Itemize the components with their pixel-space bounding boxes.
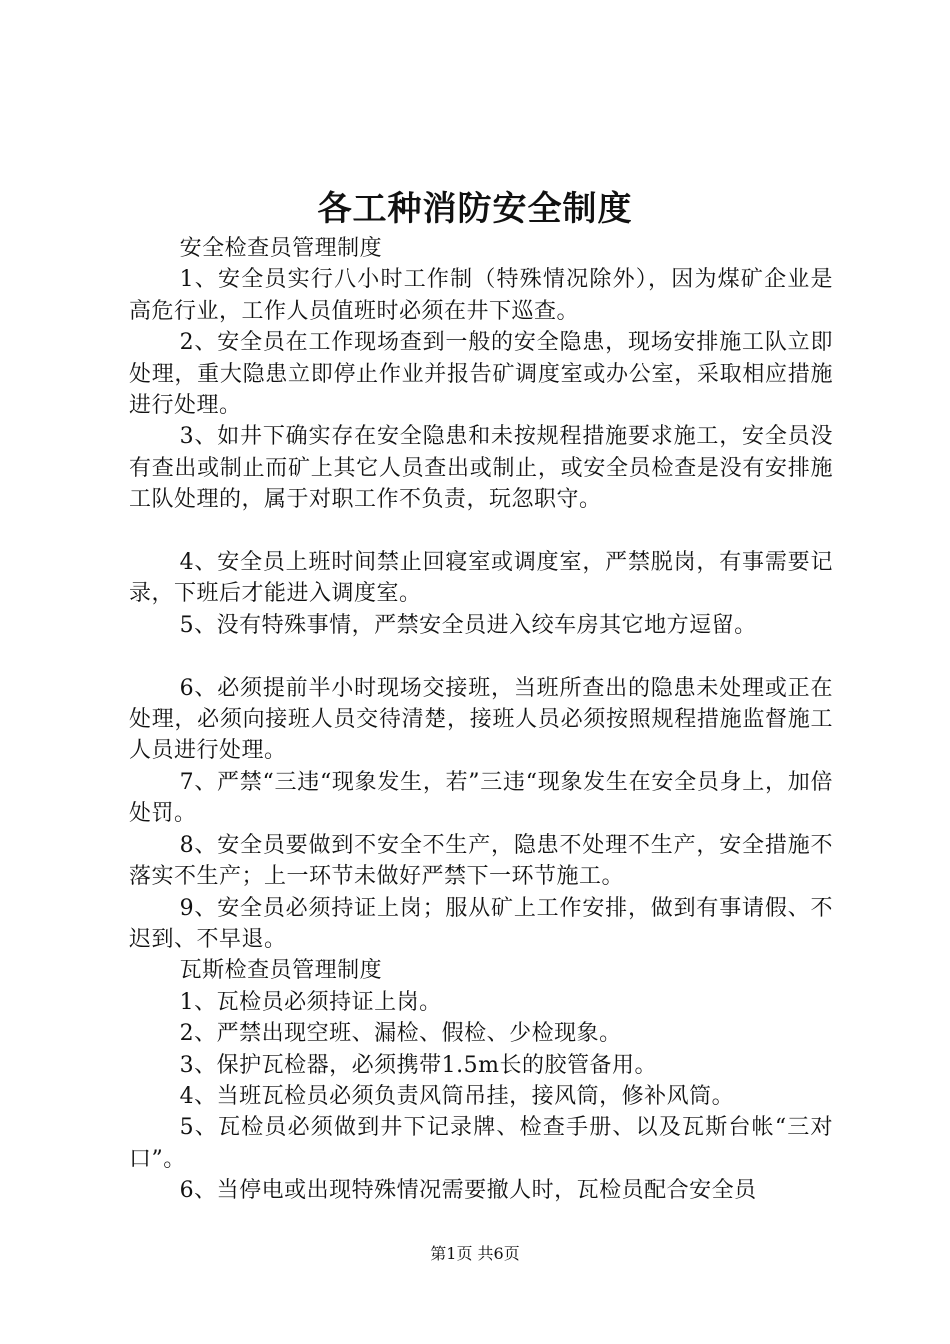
list-item: 6、当停电或出现特殊情况需要撤人时，瓦检员配合安全员	[179, 1178, 757, 1204]
list-item: 3、保护瓦检器，必须携带1.5m长的胶管备用。	[179, 1052, 657, 1078]
list-item: 4、当班瓦检员必须负责风筒吊挂，接风筒，修补风筒。	[179, 1083, 735, 1109]
section-heading: 安全检查员管理制度	[179, 236, 383, 261]
list-item: 2、严禁出现空班、漏检、假检、少检现象。	[179, 1021, 622, 1047]
paragraph-gap	[129, 516, 833, 547]
list-item: 9、安全员必须持证上岗；服从矿上工作安排，做到有事请假、不迟到、不早退。	[129, 895, 833, 952]
list-item: 1、安全员实行八小时工作制（特殊情况除外），因为煤矿企业是高危行业，工作人员值班时必须在井下巡查。	[129, 267, 833, 324]
document-body	[129, 233, 833, 1207]
list-item: 7、严禁“三违“现象发生，若”三违“现象发生在安全员身上，加倍处罚。	[129, 769, 833, 827]
section-heading: 瓦斯检查员管理制度	[179, 958, 383, 984]
page-number-footer: 第1页 共6页	[430, 1244, 520, 1263]
document-title: 各工种消防安全制度	[317, 189, 633, 229]
list-item: 1、瓦检员必须持证上岗。	[179, 989, 442, 1015]
list-item: 8、安全员要做到不安全不生产，隐患不处理不生产，安全措施不落实不生产；上一环节未做好严禁下一环节施工。	[129, 832, 833, 890]
list-item: 5、没有特殊事情，严禁安全员进入绞车房其它地方逗留。	[179, 612, 757, 638]
list-item: 2、安全员在工作现场查到一般的安全隐患，现场安排施工队立即处理，重大隐患立即停止作业并报告矿调度室或办公室，采取相应措施进行处理。	[129, 330, 833, 419]
list-item: 3、如井下确实存在安全隐患和未按规程措施要求施工，安全员没有查出或制止而矿上其它人员查出或制止，或安全员检查是没有安排施工队处理的，属于对职工作不负责，玩忽职守。	[129, 424, 833, 513]
list-item: 4、安全员上班时间禁止回寝室或调度室，严禁脱岗，有事需要记录，下班后才能进入调度室。	[129, 550, 833, 607]
paragraph-gap	[129, 641, 833, 672]
list-item: 6、必须提前半小时现场交接班，当班所查出的隐患未处理或正在处理，必须向接班人员交待清楚，接班人员必须按照规程措施监督施工人员进行处理。	[129, 675, 833, 764]
list-item: 5、瓦检员必须做到井下记录牌、检查手册、以及瓦斯台帐“三对口”。	[129, 1115, 833, 1172]
